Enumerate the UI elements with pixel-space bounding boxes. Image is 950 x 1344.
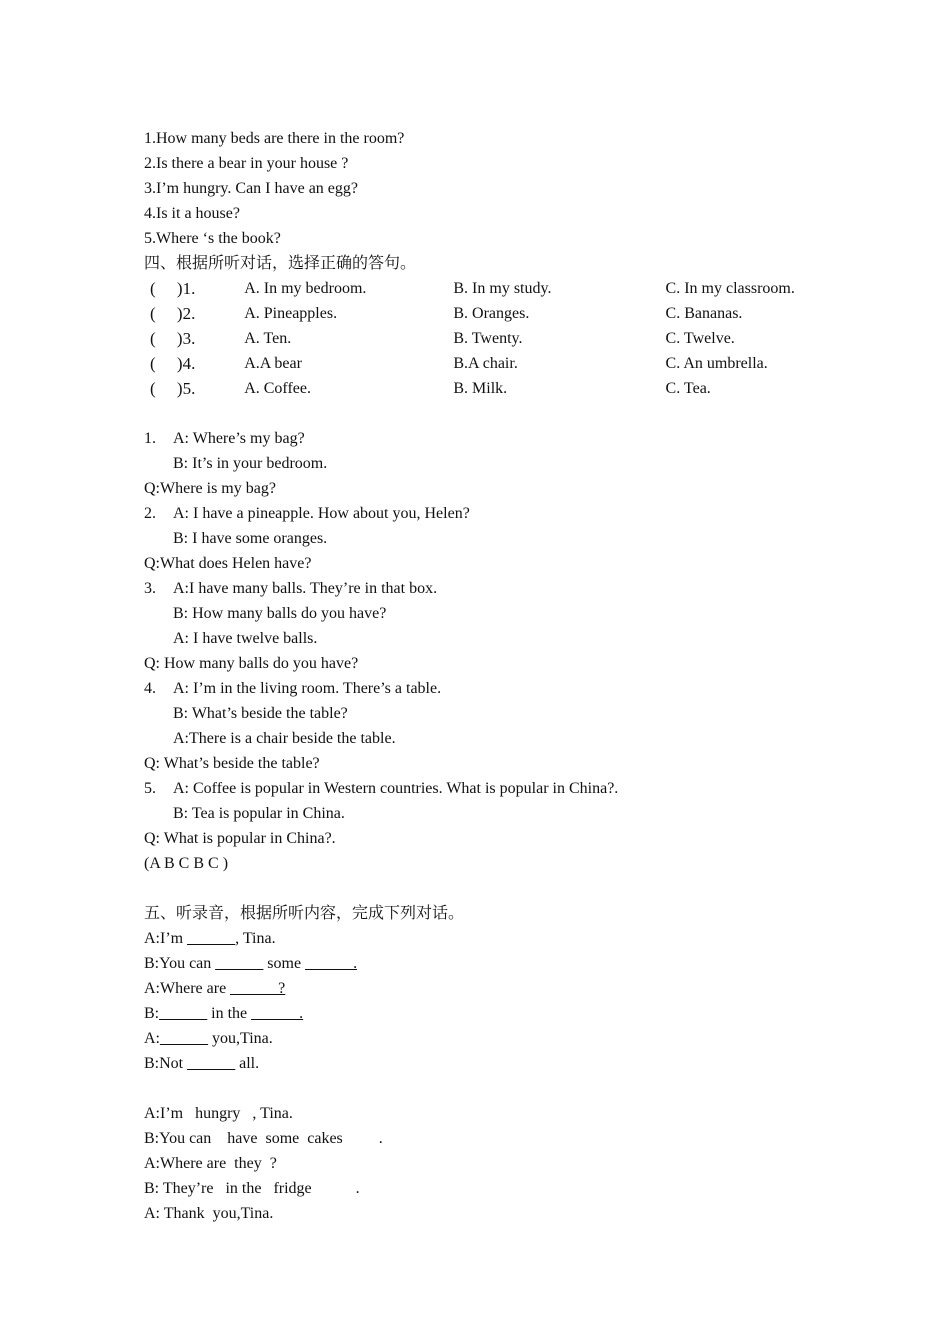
answer-key: (A B C B C ) — [144, 855, 229, 872]
answer-line: A:Where are they ? — [144, 1155, 277, 1172]
option-c: C. In my classroom. — [665, 280, 795, 297]
fill-blank[interactable]: ______ — [215, 955, 264, 972]
option-row — [144, 301, 844, 326]
fill-line: A:I’m ______, Tina. — [144, 930, 276, 947]
question-item: 2.Is there a bear in your house ? — [144, 155, 349, 172]
fill-line: B:Not ______ all. — [144, 1055, 260, 1072]
question-item: 5.Where ‘s the book? — [144, 230, 281, 247]
option-a: A. Coffee. — [244, 380, 311, 397]
option-a: A. In my bedroom. — [244, 280, 367, 297]
answer-line: A:I’m hungry , Tina. — [144, 1105, 293, 1122]
spacer — [144, 401, 844, 426]
section4-heading: 四、根据所听对话，选择正确的答句。 — [144, 255, 417, 272]
dialogue-line: A: I have twelve balls. — [173, 630, 318, 647]
answer-blank: ( )5. — [150, 379, 196, 398]
options-table — [144, 276, 844, 401]
dialogue-line: A: I have a pineapple. How about you, Helen? — [173, 505, 470, 522]
option-row — [144, 276, 844, 301]
worksheet-page — [144, 126, 844, 1226]
answer-line: B: They’re in the fridge . — [144, 1180, 360, 1197]
dialogue-number: 4. — [144, 680, 156, 697]
dialogue-question: Q:Where is my bag? — [144, 480, 276, 497]
fill-line: B:You can ______ some ______. — [144, 955, 358, 972]
option-b: B. In my study. — [453, 280, 552, 297]
dialogue-4 — [144, 676, 844, 776]
option-c: C. Bananas. — [665, 305, 743, 322]
question-item: 4.Is it a house? — [144, 205, 240, 222]
fill-blank[interactable]: ______. — [251, 1005, 304, 1022]
dialogue-1 — [144, 426, 844, 501]
fill-blank[interactable]: ______ — [160, 1030, 208, 1047]
dialogue-2 — [144, 501, 844, 576]
dialogue-question: Q: How many balls do you have? — [144, 655, 359, 672]
option-c: C. Twelve. — [665, 330, 735, 347]
option-a: A. Pineapples. — [244, 305, 338, 322]
option-row — [144, 326, 844, 351]
dialogue-line: A:I have many balls. They’re in that box. — [173, 580, 438, 597]
dialogue-line: B: It’s in your bedroom. — [173, 455, 328, 472]
answer-line: B:You can have some cakes . — [144, 1130, 383, 1147]
option-b: B. Oranges. — [453, 305, 530, 322]
option-a: A. Ten. — [244, 330, 292, 347]
option-a: A.A bear — [244, 355, 302, 372]
fill-line: B:______ in the ______. — [144, 1005, 304, 1022]
answer-blank: ( )2. — [150, 304, 196, 323]
dialogue-number: 1. — [144, 430, 156, 447]
option-c: C. Tea. — [665, 380, 711, 397]
dialogue-line: A: Where’s my bag? — [173, 430, 305, 447]
answer-blank: ( )4. — [150, 354, 196, 373]
option-b: B.A chair. — [453, 355, 518, 372]
dialogue-line: B: I have some oranges. — [173, 530, 328, 547]
dialogue-line: A: Coffee is popular in Western countries. What is popular in China?. — [173, 780, 619, 797]
option-b: B. Twenty. — [453, 330, 523, 347]
question-list — [144, 126, 844, 251]
answer-blank: ( )1. — [150, 279, 196, 298]
answer-line: A: Thank you,Tina. — [144, 1205, 274, 1222]
dialogue-line: B: How many balls do you have? — [173, 605, 387, 622]
option-c: C. An umbrella. — [665, 355, 768, 372]
dialogue-number: 5. — [144, 780, 156, 797]
dialogue-number: 3. — [144, 580, 156, 597]
dialogue-question: Q: What’s beside the table? — [144, 755, 320, 772]
fill-blank[interactable]: ______ — [159, 1005, 208, 1022]
dialogue-line: B: Tea is popular in China. — [173, 805, 345, 822]
dialogue-question: Q:What does Helen have? — [144, 555, 312, 572]
fill-line: A:Where are ______? — [144, 980, 286, 997]
question-item: 1.How many beds are there in the room? — [144, 130, 405, 147]
dialogue-number: 2. — [144, 505, 156, 522]
dialogue-line: B: What’s beside the table? — [173, 705, 348, 722]
dialogue-3 — [144, 576, 844, 676]
fill-blank[interactable]: ______ — [187, 1055, 236, 1072]
dialogue-5 — [144, 776, 844, 851]
dialogue-question: Q: What is popular in China?. — [144, 830, 336, 847]
dialogue-line: A:There is a chair beside the table. — [173, 730, 396, 747]
spacer — [144, 1076, 844, 1101]
answered-dialogue — [144, 1101, 844, 1226]
fill-blank[interactable]: ______ — [187, 930, 236, 947]
option-row — [144, 351, 844, 376]
option-row — [144, 376, 844, 401]
fill-blank[interactable]: ______. — [305, 955, 358, 972]
dialogue-line: A: I’m in the living room. There’s a table. — [173, 680, 442, 697]
spacer — [144, 876, 844, 901]
fill-blank[interactable]: ______? — [230, 980, 286, 997]
answer-blank: ( )3. — [150, 329, 196, 348]
fill-in-dialogue — [144, 926, 844, 1076]
section5-heading: 五、听录音，根据所听内容，完成下列对话。 — [144, 905, 465, 922]
option-b: B. Milk. — [453, 380, 508, 397]
fill-line: A:______ you,Tina. — [144, 1030, 273, 1047]
question-item: 3.I’m hungry. Can I have an egg? — [144, 180, 358, 197]
